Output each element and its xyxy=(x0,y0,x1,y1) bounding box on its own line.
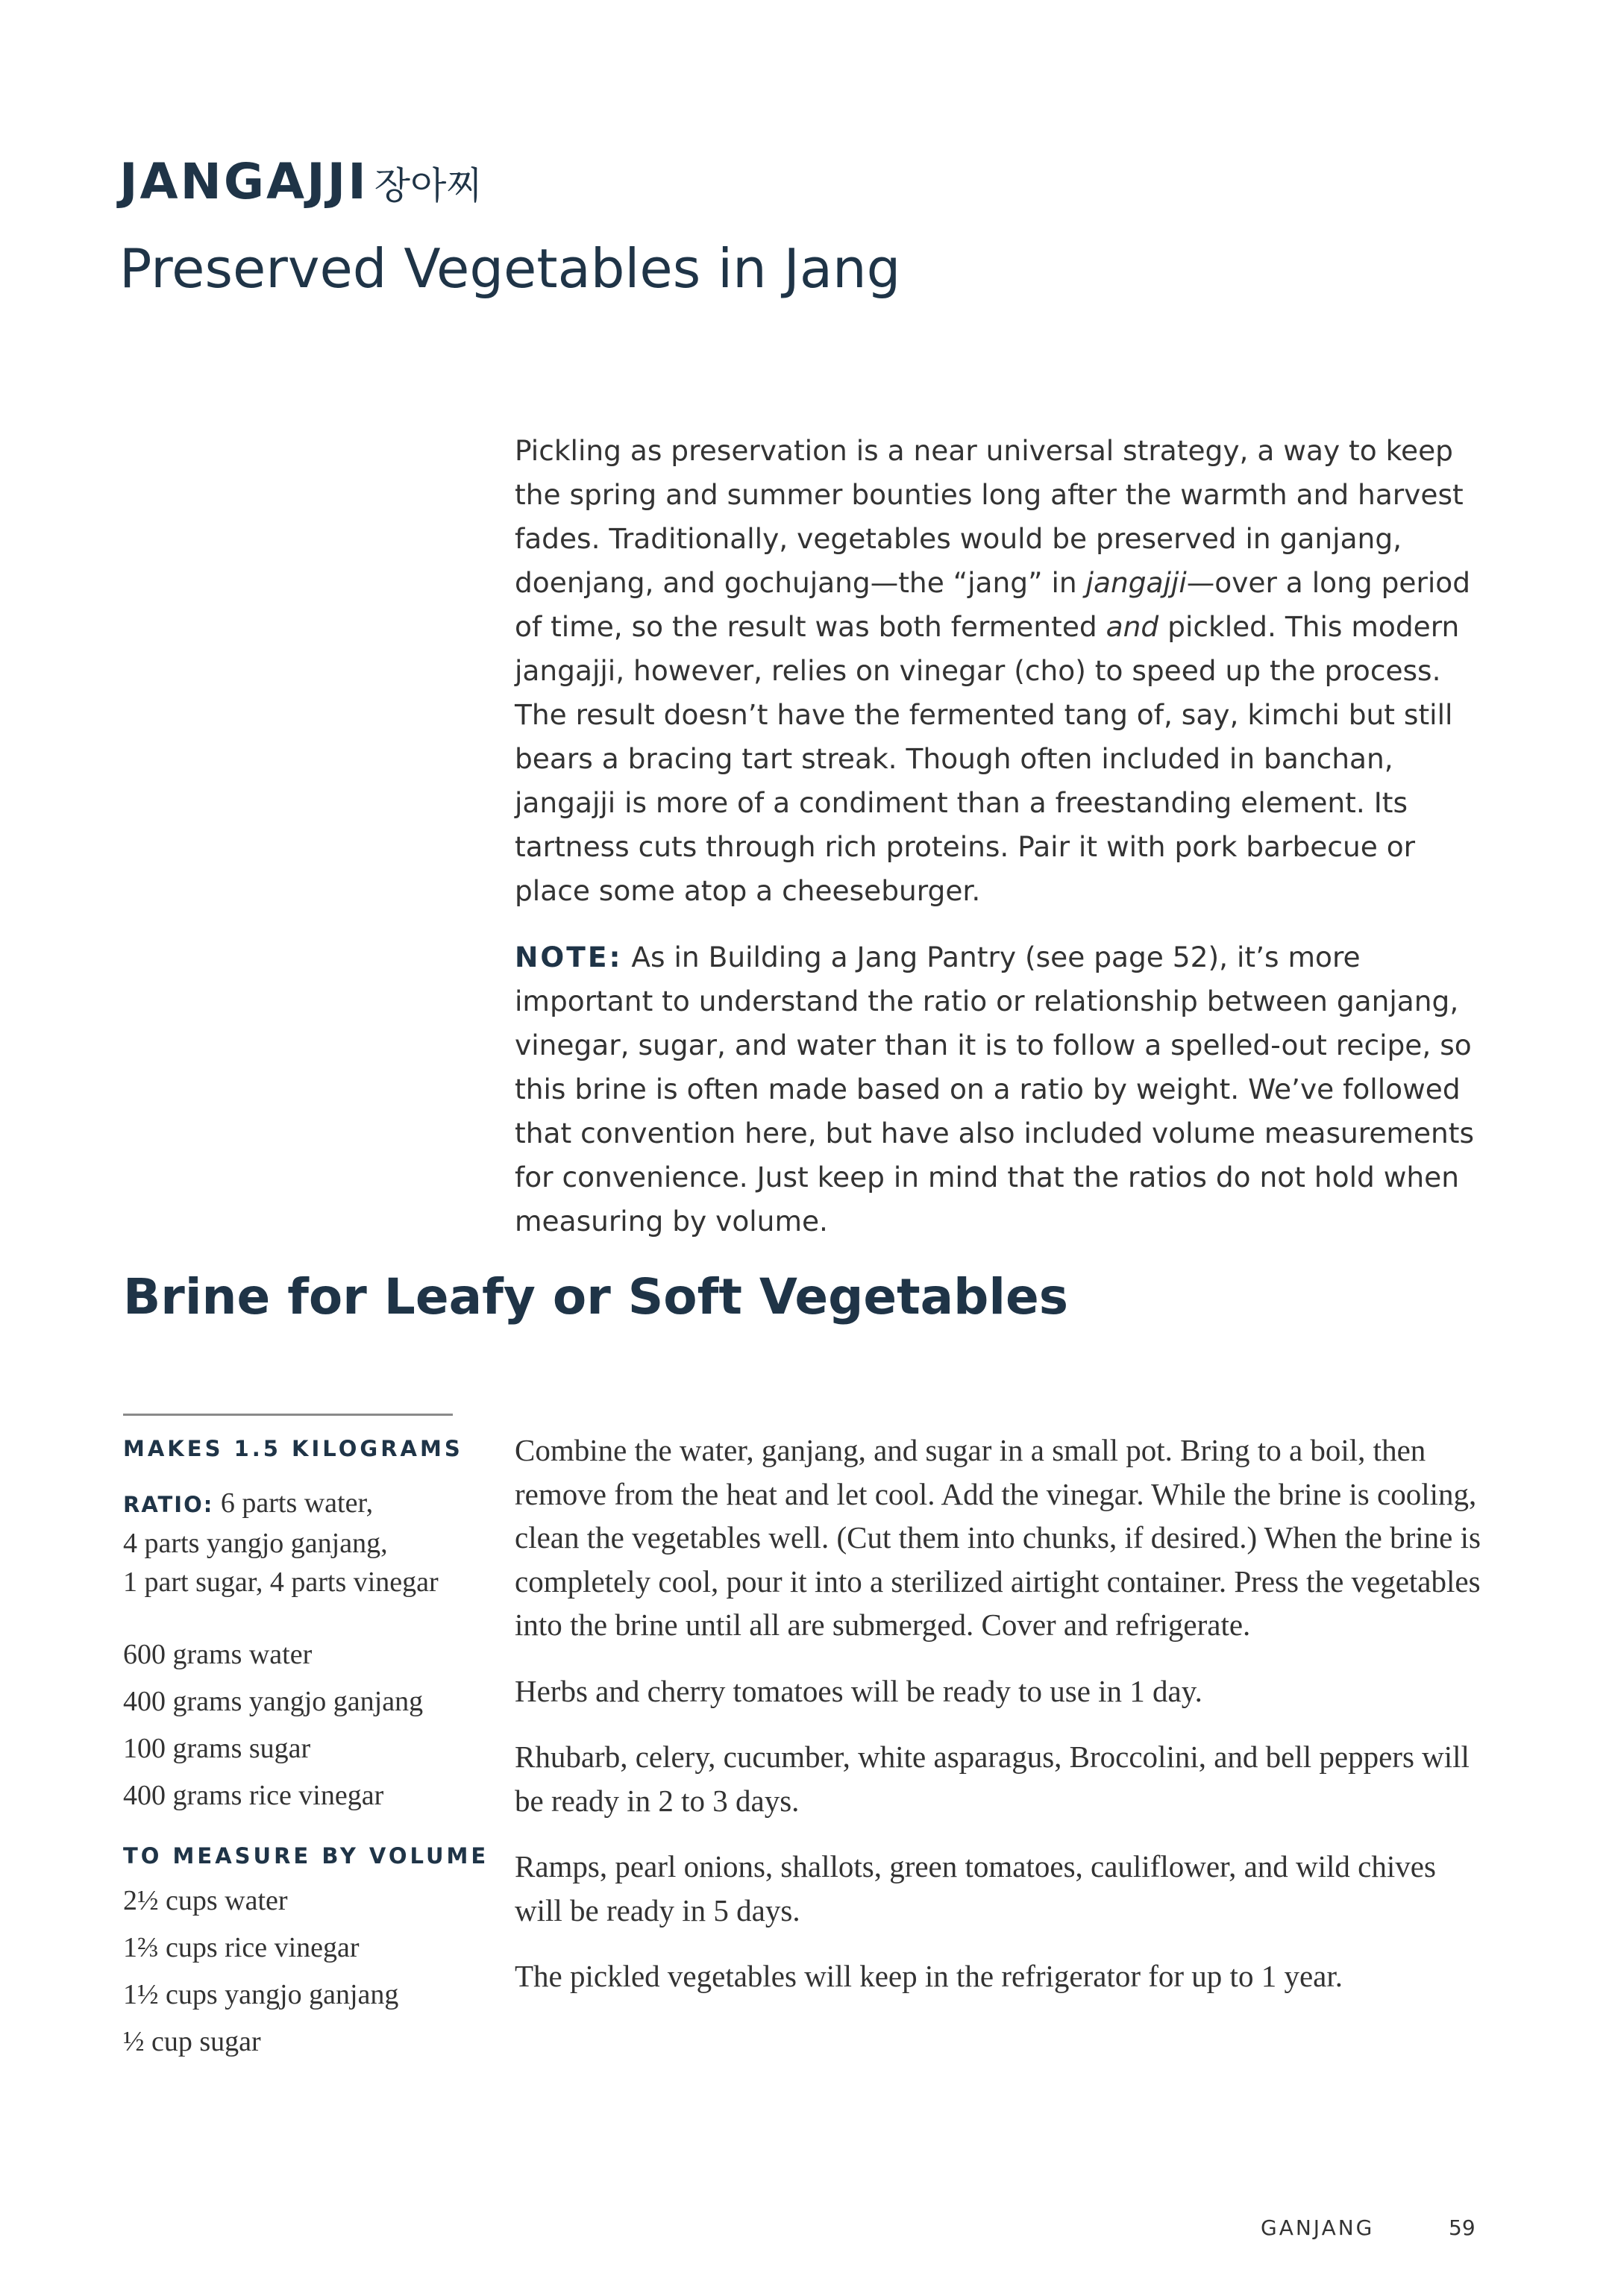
ratio-line-2: 4 parts yangjo ganjang, xyxy=(123,1528,388,1559)
volume-heading: TO MEASURE BY VOLUME xyxy=(123,1843,489,1869)
intro-italic-and: and xyxy=(1106,610,1159,643)
method-paragraph: Rhubarb, celery, cucumber, white asparagus, Broccolini, and bell peppers will be ready in 2 to 3 days. xyxy=(515,1740,1470,1818)
note-text: As in Building a Jang Pantry (see page 52), it’s more important to understand the ratio or relationship between ganjang, vinegar, sugar, and water than it is to follow a spelled-out recipe, so this brine is often made based on a ratio by weight. We’ve followed that convention here, but have also included volume measurements for convenience. Just keep in mind that the ratios do not hold when measuring by volume. xyxy=(515,941,1475,1238)
title-text: JANGAJJI xyxy=(119,153,369,210)
intro-paragraph xyxy=(515,429,1484,913)
ratio-line-1 xyxy=(123,1484,504,1524)
ingredient-item: ½ cup sugar xyxy=(123,2026,261,2057)
recipe-title: Brine for Leafy or Soft Vegetables xyxy=(123,1268,1069,1326)
ingredients-volume-list xyxy=(123,1878,504,2066)
sidebar-divider xyxy=(123,1414,453,1416)
page-title xyxy=(119,153,483,210)
recipe-sidebar xyxy=(123,1436,504,2066)
intro-text-1: Pickling as preservation is a near universal strategy, a way to keep the spring and summer bounties long after the warmth and harvest fades. Traditionally, vegetables would be preserved in ganjang, doenjang, and gochujang—the “jang” in xyxy=(515,434,1464,599)
ingredient-item: 1½ cups yangjo ganjang xyxy=(123,1979,399,2010)
note-paragraph xyxy=(515,935,1484,1243)
ingredient-item: 400 grams yangjo ganjang xyxy=(123,1686,424,1717)
note-label: NOTE: xyxy=(515,941,623,973)
ingredients-weight-list xyxy=(123,1631,504,1819)
ingredient-item: 100 grams sugar xyxy=(123,1733,311,1764)
ratio-line-3: 1 part sugar, 4 parts vinegar xyxy=(123,1566,439,1598)
ingredient-item: 600 grams water xyxy=(123,1639,313,1670)
page-number: 59 xyxy=(1449,2215,1476,2240)
page-subtitle: Preserved Vegetables in Jang xyxy=(119,237,901,300)
ratio-text-1: 6 parts water, xyxy=(220,1487,374,1519)
ratio-label: RATIO: xyxy=(123,1492,214,1517)
ingredient-item: 400 grams rice vinegar xyxy=(123,1780,384,1811)
intro-text-3: pickled. This modern jangajji, however, relies on vinegar (cho) to speed up the process. The result doesn’t have the fermented tang of, say, kimchi but still bears a bracing tart streak. Though often included in banchan, jangajji is more of a condiment than a freestanding element. Its tartness cuts through rich proteins. Pair it with pork barbecue or place some atop a cheeseburger. xyxy=(515,610,1460,907)
method-paragraph: Combine the water, ganjang, and sugar in a small pot. Bring to a boil, then remove from the heat and let cool. Add the vinegar. While the brine is cooling, clean the vegetables well. (Cut them into chunks, if desired.) When the brine is completely cool, pour it into a sterilized airtight container. Press the vegetables into the brine until all are submerged. Cover and refrigerate. xyxy=(515,1433,1481,1642)
intro-italic-jangajji: jangajji xyxy=(1085,566,1187,599)
ingredient-item: 1⅔ cups rice vinegar xyxy=(123,1932,360,1963)
yield-heading: MAKES 1.5 KILOGRAMS xyxy=(123,1436,463,1461)
footer-section-label: GANJANG xyxy=(1261,2215,1375,2240)
method-paragraph: Ramps, pearl onions, shallots, green tomatoes, cauliflower, and wild chives will be ready in 5 days. xyxy=(515,1849,1436,1928)
method-paragraph: Herbs and cherry tomatoes will be ready to use in 1 day. xyxy=(515,1673,1202,1708)
title-hangul: 장아찌 xyxy=(374,164,483,207)
method-section xyxy=(515,1428,1484,2021)
intro-text-2: —over a long period of time, so the result was both fermented xyxy=(515,566,1471,643)
intro-section xyxy=(515,429,1484,1266)
ingredient-item: 2½ cups water xyxy=(123,1885,288,1916)
ratio-block xyxy=(123,1484,504,1602)
method-paragraph: The pickled vegetables will keep in the refrigerator for up to 1 year. xyxy=(515,1959,1343,1993)
